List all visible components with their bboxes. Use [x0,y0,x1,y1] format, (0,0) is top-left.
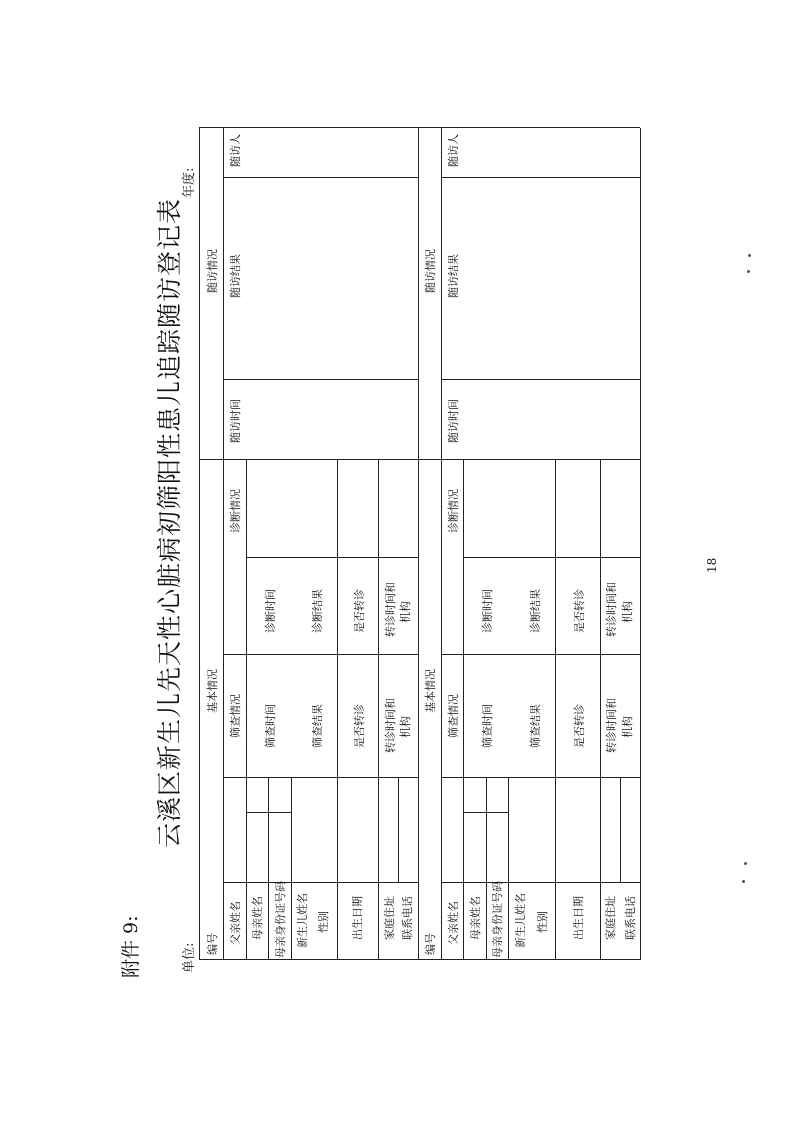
row-divider-6 [620,778,621,883]
table-border-left-2 [418,959,640,960]
table-border-right-2 [418,127,640,128]
followup-time-label: 随访时间 [229,399,242,443]
mother-name-label: 母亲姓名 [469,896,482,940]
diagnosis-result-label: 诊断结果 [529,589,542,633]
table-border-top [199,128,200,960]
col-divider-diag-label [463,557,640,558]
scan-mark [747,270,750,273]
screening-referral-label: 是否转诊 [573,704,586,748]
table-border-bottom [640,128,641,960]
screening-referral-label: 是否转诊 [353,704,366,748]
gender-label: 性别 [536,911,549,933]
birth-date-label: 出生日期 [351,896,364,940]
newborn-name-label: 新生儿姓名 [514,893,527,948]
birth-date-label: 出生日期 [572,896,585,940]
followup-person-divider [223,177,418,178]
page-number: 18 [705,557,719,573]
col-divider-screen-val [441,654,640,655]
followup-header: 随访情况 [424,249,437,293]
row-divider-1 [463,460,464,960]
header-divider [223,128,224,960]
section-divider-followup-2 [418,459,640,460]
col-divider-label [223,882,418,883]
row-divider-3 [508,778,509,960]
basic-info-header: 基本情况 [206,669,219,713]
followup-time-divider-2 [441,379,640,380]
col-divider-screen-val [223,654,418,655]
diagnosis-result-label: 诊断结果 [311,589,324,633]
followup-person-label: 随访人 [447,134,460,167]
row-divider-2 [268,778,269,960]
basic-info-header: 基本情况 [424,669,437,713]
scan-mark [744,862,747,865]
row-divider-1 [246,460,247,960]
followup-person-divider-2 [441,177,640,178]
diagnosis-header: 诊断情况 [447,489,460,533]
mother-id-label: 母亲身份证号码 [274,881,287,958]
table-border-middle [418,128,419,960]
number-label: 编号 [206,933,219,955]
attachment-label: 附件 9: [120,915,142,978]
followup-result-label: 随访结果 [447,254,460,298]
row-divider-4 [555,460,556,960]
diagnosis-referral-label: 是否转诊 [573,589,586,633]
phone-label: 联系电话 [401,896,414,940]
number-label: 编号 [424,933,437,955]
father-name-label: 父亲姓名 [229,901,242,945]
table-border-left [199,959,418,960]
followup-result-label: 随访结果 [229,254,242,298]
screening-referral-info-label-2: 机构 [399,716,412,738]
diagnosis-referral-info-label: 转诊时间和 [384,582,397,637]
col-divider-diag-label [246,557,418,558]
newborn-name-label: 新生儿姓名 [296,893,309,948]
screening-header: 筛查情况 [229,694,242,738]
diagnosis-time-label: 诊断时间 [264,589,277,633]
year-label: 年度: [182,167,197,198]
scan-mark [748,254,751,257]
row-divider-6 [398,778,399,883]
screening-time-label: 筛查时间 [481,704,494,748]
followup-person-label: 随访人 [229,134,242,167]
table-border-right [199,127,418,128]
gender-label: 性别 [317,911,330,933]
page-title: 云溪区新生儿先天性心脏病初筛阳性患儿追踪随访登记表 [155,197,184,848]
col-divider-label [441,882,640,883]
header-divider-2 [441,128,442,960]
mother-id-label: 母亲身份证号码 [491,881,504,958]
screening-header: 筛查情况 [447,694,460,738]
col-divider-inner [246,812,291,813]
diagnosis-referral-info-label: 转诊时间和 [605,582,618,637]
diagnosis-time-label: 诊断时间 [481,589,494,633]
mother-name-label: 母亲姓名 [251,896,264,940]
followup-header: 随访情况 [206,249,219,293]
screening-time-label: 筛查时间 [264,704,277,748]
row-divider-2 [486,778,487,960]
home-address-label: 家庭住址 [383,896,396,940]
diagnosis-header: 诊断情况 [229,489,242,533]
scan-mark [742,880,745,883]
screening-referral-info-label: 转诊时间和 [384,698,397,753]
row-divider-5 [600,460,601,960]
unit-label: 单位: [182,942,197,973]
diagnosis-referral-info-label-2: 机构 [621,601,634,623]
col-divider-screen-label [246,777,418,778]
col-divider-basic-end [441,777,640,778]
screening-result-label: 筛查结果 [529,704,542,748]
row-divider-5 [378,460,379,960]
screening-referral-info-label-2: 机构 [621,716,634,738]
screening-referral-info-label: 转诊时间和 [605,698,618,753]
followup-time-divider [223,379,418,380]
screening-result-label: 筛查结果 [311,704,324,748]
phone-label: 联系电话 [624,896,637,940]
row-divider-4 [337,460,338,960]
diagnosis-referral-label: 是否转诊 [353,589,366,633]
col-divider-inner [463,812,508,813]
section-divider-followup [199,459,418,460]
home-address-label: 家庭住址 [604,896,617,940]
father-name-label: 父亲姓名 [447,901,460,945]
row-divider-3 [291,778,292,960]
diagnosis-referral-info-label-2: 机构 [399,601,412,623]
followup-time-label: 随访时间 [447,399,460,443]
